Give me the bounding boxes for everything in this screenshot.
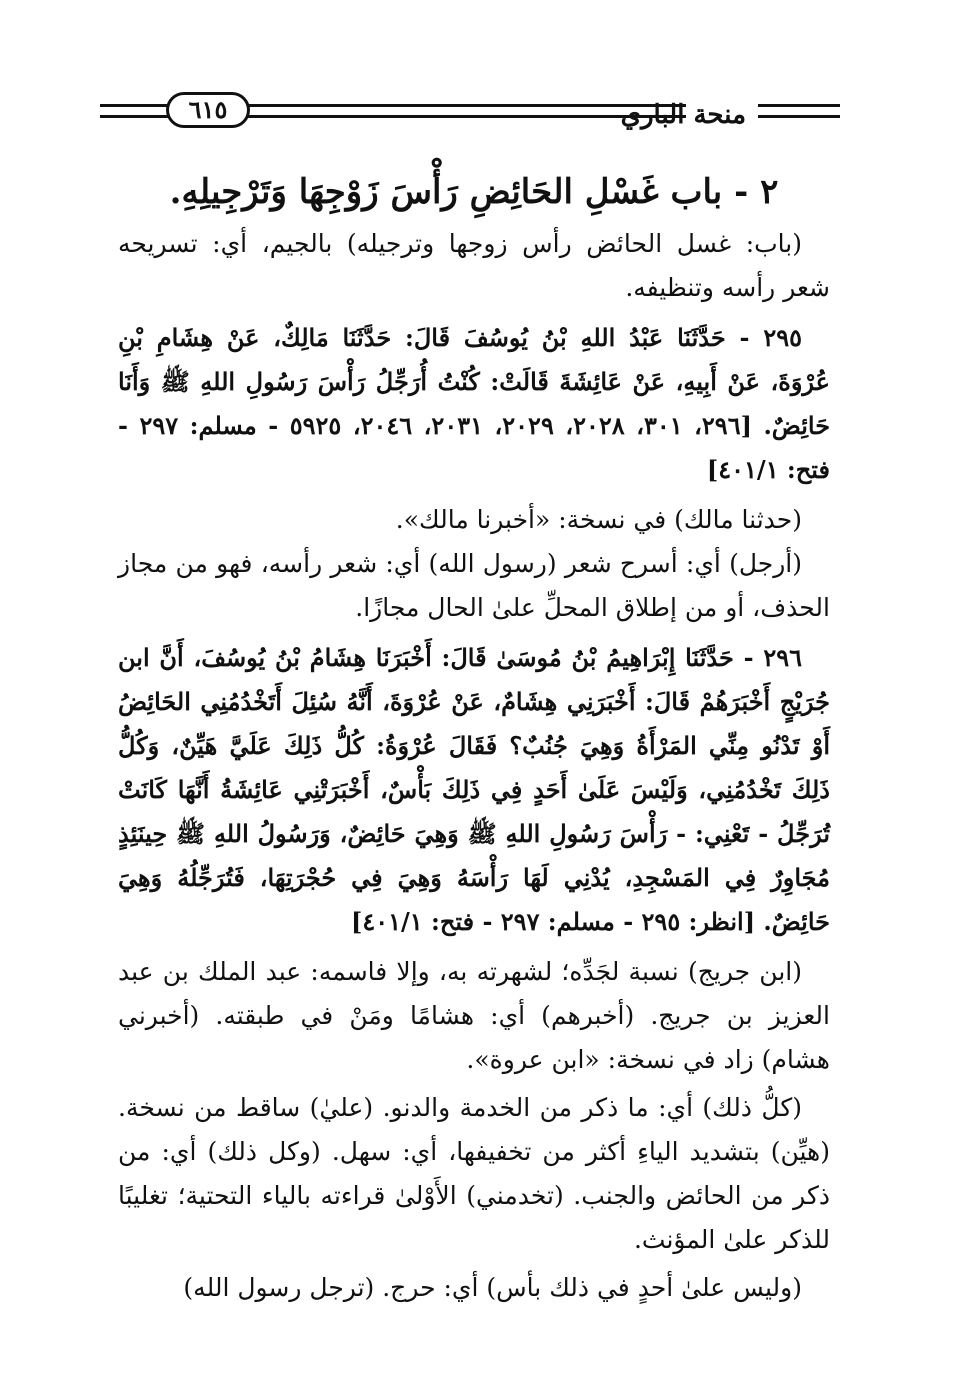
hadith-text: ٢٩٥ - حَدَّثَنَا عَبْدُ اللهِ بْنُ يُوسُفَ قَالَ: حَدَّثَنَا مَالِكٌ، عَنْ هِشَامِ بْنِ عُرْوَةَ، عَنْ أَبِيهِ، عَنْ عَائِشَةَ قَالَتْ: كُنْتُ أُرَجِّلُ رَأْسَ رَسُولِ اللهِ ﷺ وَأَنَا حَائِضٌ. [٢٩٦، ٣٠١، ٢٠٢٨، ٢٠٢٩، ٢٠٣١، ٢٠٤٦، ٥٩٢٥ - مسلم: ٢٩٧ - فتح: ٤٠١/١] <box>118 323 831 484</box>
commentary-paragraph: (أرجل) أي: أسرح شعر (رسول الله) أي: شعر رأسه، فهو من مجاز الحذف، أو من إطلاق المحلِّ علىٰ الحال مجازًا. <box>118 549 830 622</box>
header-rule-middle <box>246 104 686 118</box>
commentary-paragraph: (باب: غسل الحائض رأس زوجها وترجيله) بالجيم، أي: تسريحه شعر رأسه وتنظيفه. <box>118 229 830 302</box>
header-rule-right <box>758 104 840 118</box>
page-header <box>100 86 840 140</box>
page-number: ٦١٥ <box>166 92 250 128</box>
page-body <box>118 166 830 1310</box>
commentary-paragraph: (وليس علىٰ أحدٍ في ذلك بأس) أي: حرج. (ترجل رسول الله) <box>183 1273 802 1302</box>
commentary-paragraph: (حدثنا مالك) في نسخة: «أخبرنا مالك». <box>395 505 802 534</box>
book-title: منحة الباري <box>620 100 746 130</box>
hadith-text: ٢٩٦ - حَدَّثَنَا إِبْرَاهِيمُ بْنُ مُوسَىٰ قَالَ: أَخْبَرَنَا هِشَامُ بْنُ يُوسُفَ، أَنَّ ابن جُرَيْجٍ أَخْبَرَهُمْ قَالَ: أَخْبَرَنِي هِشَامٌ، عَنْ عُرْوَةَ، أَنَّهُ سُئِلَ أَتَخْدُمُنِي الحَائِضُ أَوْ تَدْنُو مِنِّي المَرْأَةُ وَهِيَ جُنُبٌ؟ فَقَالَ عُرْوَةُ: كُلُّ ذَلِكَ عَلَيَّ هَيِّنٌ، وَكُلُّ ذَلِكَ تَخْدُمُنِي، وَلَيْسَ عَلَىٰ أَحَدٍ فِي ذَلِكَ بَأْسٌ، أَخْبَرَتْنِي عَائِشَةُ أَنَّهَا كَانَتْ تُرَجِّلُ - تَعْنِي: - رَأْسَ رَسُولِ اللهِ ﷺ وَهِيَ حَائِضٌ، وَرَسُولُ اللهِ ﷺ حِينَئِذٍ مُجَاوِرٌ فِي المَسْجِدِ، يُدْنِي لَهَا رَأْسَهُ وَهِيَ فِي حُجْرَتِهَا، فَتُرَجِّلُهُ وَهِيَ حَائِضٌ. [انظر: ٢٩٥ - مسلم: ٢٩٧ - فتح: ٤٠١/١] <box>118 643 830 936</box>
commentary-paragraph: (كلُّ ذلك) أي: ما ذكر من الخدمة والدنو. (عليٰ) ساقط من نسخة. (هيِّن) بتشديد الياءِ أكثر من تخفيفها، أي: سهل. (وكل ذلك) أي: من ذكر من الحائض والجنب. (تخدمني) الأَوْلىٰ قراءته بالياء التحتية؛ تغليبًا للذكر علىٰ المؤنث. <box>118 1093 830 1254</box>
commentary-paragraph: (ابن جريج) نسبة لجَدِّه؛ لشهرته به، وإلا فاسمه: عبد الملك بن عبد العزيز بن جريج. (أخبرهم) أي: هشامًا ومَنْ في طبقته. (أخبرني هشام) زاد في نسخة: «ابن عروة». <box>118 957 830 1074</box>
chapter-title: ٢ - باب غَسْلِ الحَائِضِ رَأْسَ زَوْجِهَا وَتَرْجِيلِهِ. <box>169 172 779 212</box>
header-rule-left <box>100 104 170 118</box>
